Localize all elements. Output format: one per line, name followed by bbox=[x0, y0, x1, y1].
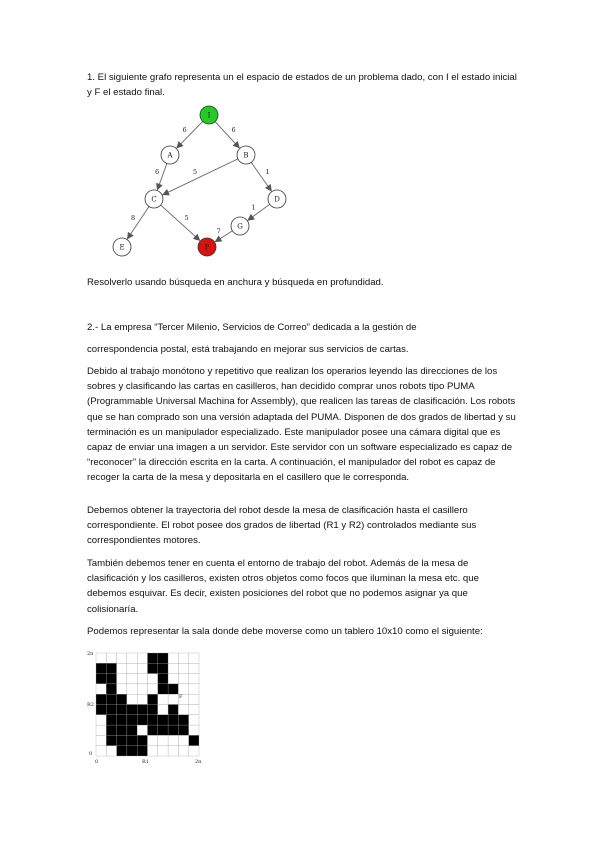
problem2-intro-line1: 2.- La empresa “Tercer Milenio, Servicios de Correo” dedicada a la gestión de bbox=[87, 322, 417, 333]
board-cell-free bbox=[168, 694, 178, 704]
graph-edge-weight: 1 bbox=[265, 168, 270, 176]
board-cell-free bbox=[178, 684, 188, 694]
board-cell-obstacle bbox=[106, 715, 116, 725]
board-label-origin: 0 bbox=[89, 751, 93, 757]
board-cell-obstacle bbox=[127, 715, 137, 725]
board-cell-free bbox=[127, 674, 137, 684]
board-cell-free bbox=[168, 735, 178, 745]
board-cell-obstacle bbox=[189, 735, 199, 745]
board-cell-free bbox=[127, 653, 137, 663]
graph-edge-weight: 6 bbox=[155, 168, 160, 176]
board-cell-free bbox=[148, 735, 158, 745]
board-cell-free bbox=[189, 694, 199, 704]
board-cell-obstacle bbox=[158, 725, 168, 735]
problem2-intro-line2: correspondencia postal, está trabajando en mejorar sus servicios de cartas. bbox=[87, 344, 409, 355]
graph-node-label: A bbox=[167, 151, 173, 160]
board-cell-free bbox=[178, 735, 188, 745]
board-cell-free bbox=[189, 715, 199, 725]
board-cell-obstacle bbox=[137, 746, 147, 756]
board-cell-obstacle bbox=[178, 715, 188, 725]
board-cell-obstacle bbox=[148, 653, 158, 663]
board-cell-free bbox=[137, 674, 147, 684]
board-cell-free bbox=[127, 694, 137, 704]
board-cell-free bbox=[168, 746, 178, 756]
board-label-bottom-right: 2π bbox=[195, 759, 202, 765]
board-cell-free bbox=[158, 705, 168, 715]
board-cell-free bbox=[148, 674, 158, 684]
graph-node-label: C bbox=[151, 195, 157, 204]
board-cell-obstacle bbox=[168, 725, 178, 735]
board-cell-free bbox=[106, 653, 116, 663]
board-cell-obstacle bbox=[158, 674, 168, 684]
board-cell-obstacle bbox=[106, 684, 116, 694]
problem2-paragraph-trajectory: Debemos obtener la trayectoria del robot desde la mesa de clasificación hasta el casillero correspondiente. El robot posee dos grados de libertad (R1 y R2) controlados mediante sus correspondientes motores. bbox=[87, 505, 477, 547]
graph-node-label: G bbox=[237, 222, 243, 231]
board-cell-free bbox=[189, 674, 199, 684]
graph-edge-i-a bbox=[177, 121, 203, 147]
board-cell-obstacle bbox=[96, 705, 106, 715]
board-cell-free bbox=[148, 746, 158, 756]
board-cell-free bbox=[96, 684, 106, 694]
board-cell-obstacle bbox=[96, 674, 106, 684]
problem2-paragraph-board: Podemos representar la sala donde debe moverse como un tablero 10x10 como el siguiente: bbox=[87, 626, 483, 637]
board-cell-obstacle bbox=[117, 694, 127, 704]
board-cell-free bbox=[189, 725, 199, 735]
board-cell-obstacle bbox=[158, 653, 168, 663]
board-cell-obstacle bbox=[148, 694, 158, 704]
board-label-bottom-left: 0 bbox=[95, 759, 99, 765]
board-cell-obstacle bbox=[148, 663, 158, 673]
problem1-instruction: Resolverlo usando búsqueda en anchura y búsqueda en profundidad. bbox=[87, 277, 384, 288]
board-cell-free bbox=[178, 746, 188, 756]
board-cell-obstacle bbox=[127, 735, 137, 745]
board-cell-free bbox=[178, 663, 188, 673]
graph-edge-weight: 6 bbox=[231, 126, 236, 134]
board-cell-obstacle bbox=[178, 725, 188, 735]
board-cell-free bbox=[178, 705, 188, 715]
board-cell-free bbox=[137, 725, 147, 735]
board-cell-free bbox=[189, 663, 199, 673]
board-cell-obstacle bbox=[117, 705, 127, 715]
graph-node-label: I bbox=[207, 111, 211, 120]
board-cell-free bbox=[96, 746, 106, 756]
board-label-top-left: 2π bbox=[87, 651, 94, 657]
board-cell-free bbox=[168, 663, 178, 673]
graph-node-label: E bbox=[119, 243, 125, 252]
board-cell-obstacle bbox=[158, 684, 168, 694]
board-label-initial: I bbox=[107, 738, 109, 744]
board-cell-obstacle bbox=[148, 715, 158, 725]
board-cell-free bbox=[117, 684, 127, 694]
board-cell-obstacle bbox=[148, 725, 158, 735]
state-space-graph bbox=[100, 104, 320, 264]
board-cell-obstacle bbox=[137, 715, 147, 725]
board-cell-obstacle bbox=[127, 725, 137, 735]
board-cell-free bbox=[168, 653, 178, 663]
board-cell-free bbox=[189, 684, 199, 694]
board-cell-obstacle bbox=[106, 705, 116, 715]
board-cell-obstacle bbox=[96, 663, 106, 673]
board-cell-obstacle bbox=[106, 694, 116, 704]
board-cell-free bbox=[96, 653, 106, 663]
board-cell-free bbox=[148, 684, 158, 694]
board-label-r2: R2 bbox=[87, 702, 94, 708]
board-cell-obstacle bbox=[127, 705, 137, 715]
board-cell-obstacle bbox=[137, 735, 147, 745]
board-cell-obstacle bbox=[96, 694, 106, 704]
problem1-statement: 1. El siguiente grafo representa un el espacio de estados de un problema dado, con I el estado inicial y F el estado final. bbox=[87, 72, 517, 99]
board-cell-free bbox=[117, 653, 127, 663]
board-cell-free bbox=[96, 735, 106, 745]
board-cell-obstacle bbox=[158, 715, 168, 725]
board-label-r1: R1 bbox=[142, 759, 149, 765]
board-label-final: F bbox=[179, 694, 183, 700]
board-cell-free bbox=[178, 653, 188, 663]
graph-edge-b-d bbox=[251, 162, 271, 190]
board-cell-free bbox=[158, 694, 168, 704]
graph-node-label: D bbox=[274, 195, 280, 204]
board-cell-free bbox=[178, 674, 188, 684]
graph-edge-weight: 1 bbox=[251, 203, 256, 212]
board-cell-free bbox=[117, 663, 127, 673]
problem2-paragraph-environment: También debemos tener en cuenta el entorno de trabajo del robot. Además de la mesa de clasificación y los casilleros, existen otros objetos como focos que iluminan la mesa etc. que debemos esquivar. Es decir, existen posiciones del robot que no podemos asignar ya que colisionaría. bbox=[87, 558, 479, 615]
board-cell-obstacle bbox=[158, 663, 168, 673]
graph-edge-weight: 7 bbox=[216, 227, 221, 236]
board-cell-free bbox=[189, 653, 199, 663]
board-cell-free bbox=[158, 746, 168, 756]
board-cell-obstacle bbox=[127, 746, 137, 756]
configuration-board bbox=[85, 650, 215, 766]
graph-edge-weight: 5 bbox=[193, 168, 198, 176]
board-cell-free bbox=[189, 705, 199, 715]
problem2-paragraph-robots: Debido al trabajo monótono y repetitivo que realizan los operarios leyendo las direcciones de los sobres y clasificando las cartas en casilleros, han decidido comprar unos robots tipo PUMA (Programmable Universal Machina for Assembly), que realicen las tareas de clasificación. Los robots que se han comprado son una versión adaptada del PUMA. Disponen de dos grados de libertad y su terminación es un manipulador especializado. Este manipulador posee una cámara digital que es capaz de enviar una imagen a un servidor. Este servidor con un software especializado es capaz de “reconocer” la dirección escrita en la carta. A continuación, el manipulador del robot es capaz de recoger la carta de la mesa y depositarla en el casillero que le corresponda. bbox=[87, 366, 516, 484]
graph-edge-weight: 8 bbox=[131, 214, 136, 222]
board-cell-free bbox=[137, 684, 147, 694]
board-cell-obstacle bbox=[148, 705, 158, 715]
board-cell-free bbox=[189, 746, 199, 756]
graph-edge-c-f bbox=[161, 205, 200, 240]
board-cell-obstacle bbox=[137, 705, 147, 715]
board-cell-obstacle bbox=[117, 735, 127, 745]
board-cell-free bbox=[158, 735, 168, 745]
board-cell-free bbox=[137, 653, 147, 663]
board-cell-obstacle bbox=[117, 725, 127, 735]
graph-node-label: B bbox=[243, 151, 249, 160]
board-cell-free bbox=[137, 694, 147, 704]
board-cell-free bbox=[117, 674, 127, 684]
board-cell-obstacle bbox=[106, 663, 116, 673]
board-cell-obstacle bbox=[106, 725, 116, 735]
graph-edge-weight: 6 bbox=[182, 126, 187, 134]
graph-edge-weight: 5 bbox=[184, 214, 189, 222]
board-cell-obstacle bbox=[168, 715, 178, 725]
board-cell-free bbox=[96, 715, 106, 725]
board-cell-obstacle bbox=[168, 705, 178, 715]
graph-edge-b-c bbox=[163, 159, 238, 195]
board-cell-obstacle bbox=[117, 715, 127, 725]
board-cell-free bbox=[137, 663, 147, 673]
board-cell-obstacle bbox=[168, 684, 178, 694]
board-cell-free bbox=[168, 674, 178, 684]
board-cell-free bbox=[127, 684, 137, 694]
board-cell-free bbox=[106, 746, 116, 756]
board-cell-obstacle bbox=[117, 746, 127, 756]
board-cell-free bbox=[96, 725, 106, 735]
board-cell-free bbox=[127, 663, 137, 673]
graph-edge-c-e bbox=[128, 206, 149, 238]
graph-node-label: F bbox=[204, 243, 210, 252]
board-cell-obstacle bbox=[106, 674, 116, 684]
